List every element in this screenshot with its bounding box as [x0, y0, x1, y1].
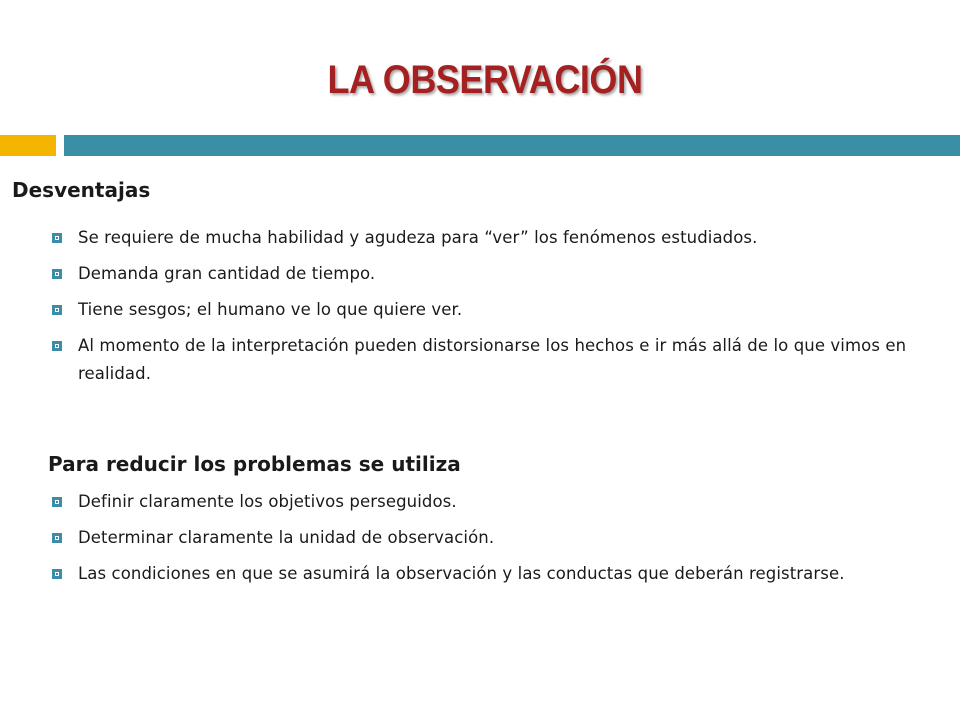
list-item — [0, 560, 958, 588]
list-item-text: Demanda gran cantidad de tiempo. — [78, 264, 376, 283]
header-divider-bar — [64, 135, 960, 156]
list-item-text: Determinar claramente la unidad de observación. — [78, 528, 495, 547]
square-bullet-icon — [52, 497, 62, 507]
desventajas-list — [0, 224, 958, 396]
list-item-text: Las condiciones en que se asumirá la observación y las conductas que deberán registrarse. — [78, 564, 845, 583]
square-bullet-icon — [52, 569, 62, 579]
section-heading-reducir-problemas: Para reducir los problemas se utiliza — [48, 452, 461, 476]
list-item — [0, 488, 958, 516]
section-heading-desventajas: Desventajas — [12, 178, 151, 202]
reducir-problemas-list — [0, 488, 958, 596]
accent-bar — [0, 135, 56, 156]
square-bullet-icon — [52, 305, 62, 315]
list-item — [0, 524, 958, 552]
list-item — [0, 260, 958, 288]
slide-title: LA OBSERVACIÓN — [327, 58, 643, 102]
list-item-text: Se requiere de mucha habilidad y agudeza para “ver” los fenómenos estudiados. — [78, 228, 758, 247]
square-bullet-icon — [52, 341, 62, 351]
list-item-text: Tiene sesgos; el humano ve lo que quiere ver. — [78, 300, 463, 319]
list-item-text: Definir claramente los objetivos perseguidos. — [78, 492, 457, 511]
square-bullet-icon — [52, 233, 62, 243]
square-bullet-icon — [52, 533, 62, 543]
list-item — [0, 296, 958, 324]
list-item-text: Al momento de la interpretación pueden distorsionarse los hechos e ir más allá de lo que vimos en realidad. — [78, 336, 907, 383]
square-bullet-icon — [52, 269, 62, 279]
list-item — [0, 332, 958, 388]
list-item — [0, 224, 958, 252]
